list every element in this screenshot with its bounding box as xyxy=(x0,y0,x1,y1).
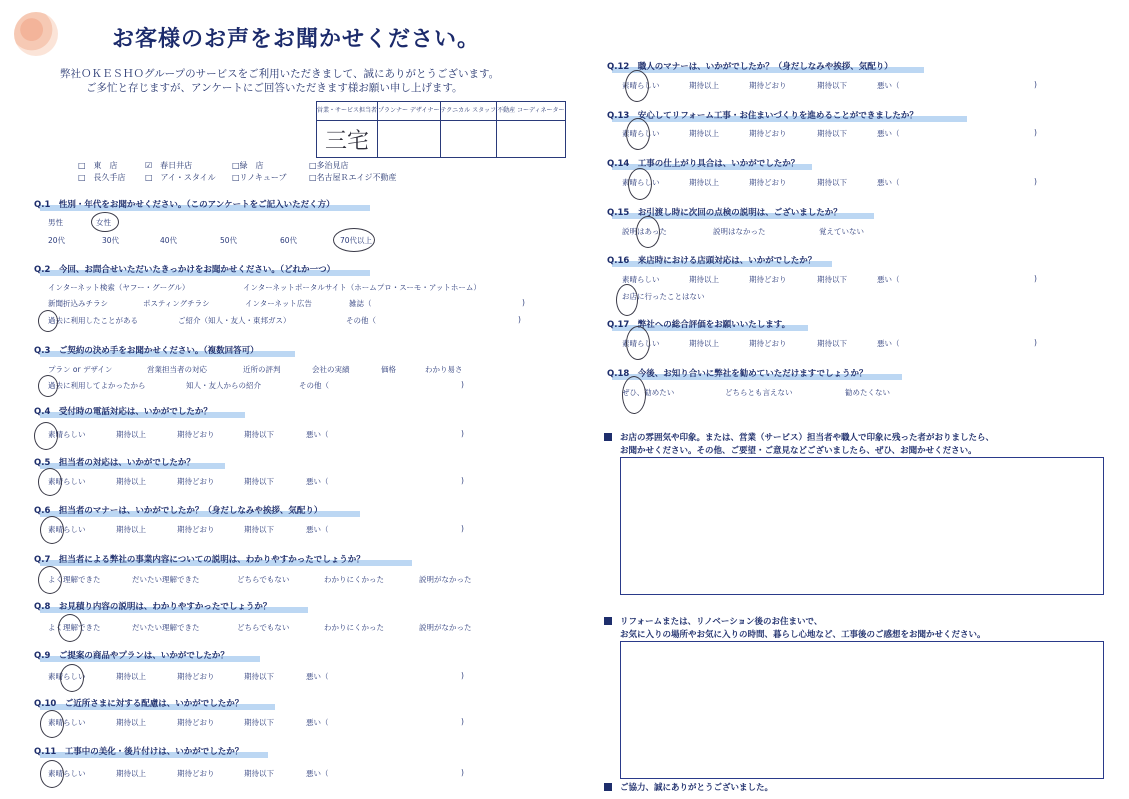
store-option[interactable]: □ 東 店 xyxy=(78,161,118,170)
answer-option[interactable]: 素晴らしい xyxy=(622,339,660,348)
answer-option[interactable]: 40代 xyxy=(160,236,178,245)
store-option[interactable]: □ アイ・スタイル xyxy=(145,173,216,182)
answer-option[interactable]: 50代 xyxy=(220,236,238,245)
answer-circle-mark xyxy=(625,70,649,102)
question-title: Q.6 担当者のマナーは、いかがでしたか？（身だしなみや挨拶、気配り） xyxy=(34,506,323,516)
answer-option[interactable]: 男性 xyxy=(48,218,63,227)
question-title: Q.10 ご近所さまに対する配慮は、いかがでしたか？ xyxy=(34,699,244,709)
answer-option[interactable]: 期待以下 xyxy=(817,81,847,90)
answer-circle-mark xyxy=(38,375,58,397)
answer-option[interactable]: 30代 xyxy=(102,236,120,245)
answer-option[interactable]: 営業担当者の対応 xyxy=(147,365,207,374)
staff-header: 営業・サービス担当者 xyxy=(317,102,378,121)
staff-realestate-field[interactable] xyxy=(497,121,565,158)
bracket: ) xyxy=(461,476,464,485)
answer-option[interactable]: 期待以下 xyxy=(244,769,274,778)
staff-table xyxy=(316,101,566,158)
store-option[interactable]: □緑 店 xyxy=(232,161,264,170)
company-logo xyxy=(14,12,58,56)
bracket: ) xyxy=(1034,80,1037,89)
answer-option[interactable]: 期待以下 xyxy=(817,275,847,284)
answer-option[interactable]: 期待どおり xyxy=(177,769,215,778)
answer-option[interactable]: 素晴らしい xyxy=(48,769,86,778)
answer-circle-mark xyxy=(60,664,84,692)
answer-option[interactable]: 説明がなかった xyxy=(419,575,472,584)
bullet-square-icon xyxy=(604,783,612,791)
answer-option[interactable]: 期待以下 xyxy=(244,718,274,727)
store-option[interactable]: □ 長久手店 xyxy=(78,173,126,182)
question-title: Q.11 工事中の美化・後片付けは、いかがでしたか？ xyxy=(34,747,244,757)
answer-option[interactable]: よく理解できた xyxy=(48,623,101,632)
answer-option[interactable]: 期待どおり xyxy=(749,339,787,348)
answer-option[interactable]: 近所の評判 xyxy=(243,365,281,374)
answer-circle-mark xyxy=(58,614,82,642)
answer-option[interactable]: 期待以上 xyxy=(116,430,146,439)
question-title: Q.14 工事の仕上がり具合は、いかがでしたか？ xyxy=(607,159,800,169)
bracket: ) xyxy=(1034,128,1037,137)
question-title: Q.2 今回、お問合せいただいたきっかけをお聞かせください。（どれか一つ） xyxy=(34,265,336,275)
answer-option[interactable]: 期待以上 xyxy=(116,672,146,681)
answer-option[interactable]: 雑誌（ xyxy=(349,299,372,308)
bracket: ) xyxy=(522,298,525,307)
answer-option[interactable]: 期待どおり xyxy=(749,275,787,284)
answer-option[interactable]: 期待どおり xyxy=(177,672,215,681)
question-title: Q.13 安心してリフォーム工事・お住まいづくりを進めることができましたか？ xyxy=(607,111,918,121)
answer-option[interactable]: インターネットポータルサイト（ホームプロ・スーモ・アットホーム） xyxy=(243,283,481,292)
answer-option[interactable]: 説明がなかった xyxy=(419,623,472,632)
bracket: ) xyxy=(518,315,521,324)
answer-option[interactable]: 悪い（ xyxy=(877,81,900,90)
bracket: ) xyxy=(461,429,464,438)
answer-option[interactable]: その他（ xyxy=(299,381,329,390)
staff-header: プランナー デザイナー xyxy=(378,102,441,121)
answer-option[interactable]: 期待以上 xyxy=(689,129,719,138)
answer-option[interactable]: 期待以下 xyxy=(817,339,847,348)
answer-option[interactable]: 説明はあった xyxy=(622,227,667,236)
answer-circle-mark xyxy=(636,216,660,248)
answer-option[interactable]: どちらとも言えない xyxy=(725,388,793,397)
answer-option[interactable]: 知人・友人からの紹介 xyxy=(186,381,261,390)
comment-prompt: お店の雰囲気や印象。または、営業（サービス）担当者や職人で印象に残った者がおりましたら、 xyxy=(620,433,995,443)
bracket: ) xyxy=(1034,177,1037,186)
answer-option[interactable]: 悪い（ xyxy=(306,430,329,439)
answer-option[interactable]: 期待以上 xyxy=(689,339,719,348)
answer-option[interactable]: 期待以上 xyxy=(116,769,146,778)
answer-circle-mark xyxy=(622,376,646,414)
bracket: ) xyxy=(461,717,464,726)
answer-option[interactable]: 期待以下 xyxy=(244,525,274,534)
answer-option[interactable]: 説明はなかった xyxy=(713,227,766,236)
bracket: ) xyxy=(461,524,464,533)
answer-option[interactable]: わかり易さ xyxy=(425,365,463,374)
answer-option[interactable]: 期待以下 xyxy=(244,477,274,486)
bullet-square-icon xyxy=(604,617,612,625)
answer-circle-mark xyxy=(38,310,58,332)
answer-circle-mark xyxy=(91,212,119,232)
question-title: Q.5 担当者の対応は、いかがでしたか？ xyxy=(34,458,195,468)
answer-option[interactable]: 素晴らしい xyxy=(48,477,86,486)
answer-circle-mark xyxy=(40,760,64,788)
answer-option[interactable]: 女性 xyxy=(96,218,111,227)
question-title: Q.17 弊社への総合評価をお願いいたします。 xyxy=(607,320,791,330)
answer-option[interactable]: わかりにくかった xyxy=(324,623,384,632)
question-title: Q.16 来店時における店頭対応は、いかがでしたか？ xyxy=(607,256,817,266)
answer-circle-mark xyxy=(40,516,64,544)
answer-option[interactable]: 期待どおり xyxy=(177,718,215,727)
comment-box-after-construction[interactable] xyxy=(620,641,1104,779)
answer-option[interactable]: 素晴らしい xyxy=(48,718,86,727)
answer-option[interactable]: ぜひ、勧めたい xyxy=(622,388,675,397)
answer-option[interactable]: 価格 xyxy=(381,365,396,374)
answer-option[interactable]: 期待以下 xyxy=(244,430,274,439)
answer-option[interactable]: ご紹介（知人・友人・東邦ガス） xyxy=(178,316,291,325)
bracket: ) xyxy=(461,380,464,389)
bracket: ) xyxy=(1034,338,1037,347)
intro-text: 弊社ＯＫＥＳＨＯグループのサービスをご利用いただきまして、誠にありがとうございます。 xyxy=(60,68,500,80)
answer-option[interactable]: 勧めたくない xyxy=(845,388,890,397)
answer-option[interactable]: 素晴らしい xyxy=(622,129,660,138)
bracket: ) xyxy=(461,768,464,777)
handwritten-staff-name: 三宅 xyxy=(325,128,370,154)
answer-option[interactable]: 素晴らしい xyxy=(48,672,86,681)
answer-option[interactable]: 期待どおり xyxy=(749,129,787,138)
answer-option[interactable]: 期待以上 xyxy=(116,718,146,727)
store-option[interactable]: □多治見店 xyxy=(309,161,349,170)
staff-planner-field[interactable] xyxy=(378,121,441,158)
answer-option[interactable]: 期待どおり xyxy=(177,477,215,486)
answer-circle-mark xyxy=(38,566,62,594)
answer-option[interactable]: 期待どおり xyxy=(749,81,787,90)
comment-prompt: お気に入りの場所やお気に入りの時間、暮らし心地など、工事後のご感想をお聞かせください。 xyxy=(620,630,986,640)
question-title: Q.8 お見積り内容の説明は、わかりやすかったでしょうか？ xyxy=(34,602,272,612)
answer-option[interactable]: 悪い（ xyxy=(306,718,329,727)
answer-option[interactable]: 悪い（ xyxy=(306,477,329,486)
question-title: Q.12 職人のマナーは、いかがでしたか？（身だしなみや挨拶、気配り） xyxy=(607,62,893,72)
answer-option[interactable]: 20代 xyxy=(48,236,66,245)
answer-option[interactable]: 覚えていない xyxy=(819,227,864,236)
answer-circle-mark xyxy=(38,468,62,496)
answer-option[interactable]: 期待以下 xyxy=(817,129,847,138)
question-title: Q.7 担当者による弊社の事業内容についての説明は、わかりやすかったでしょうか？ xyxy=(34,555,365,565)
answer-option[interactable]: 60代 xyxy=(280,236,298,245)
answer-option[interactable]: 期待以下 xyxy=(817,178,847,187)
store-option[interactable]: □名古屋Ｒエイジ不動産 xyxy=(309,173,397,182)
question-title: Q.1 性別・年代をお聞かせください。（このアンケートをご記入いただく方） xyxy=(34,200,335,210)
answer-circle-mark xyxy=(333,228,375,252)
answer-option[interactable]: 悪い（ xyxy=(877,339,900,348)
answer-option[interactable]: わかりにくかった xyxy=(324,575,384,584)
answer-option[interactable]: 悪い（ xyxy=(877,275,900,284)
answer-option[interactable]: 素晴らしい xyxy=(622,275,660,284)
answer-option[interactable]: 過去に利用してよかったから xyxy=(48,381,146,390)
answer-option[interactable]: 素晴らしい xyxy=(622,178,660,187)
answer-circle-mark xyxy=(628,168,652,200)
store-option[interactable]: ☑ 春日井店 xyxy=(145,161,193,170)
answer-option[interactable]: 期待以下 xyxy=(244,672,274,681)
answer-circle-mark xyxy=(40,710,64,738)
answer-option[interactable]: 期待どおり xyxy=(177,430,215,439)
comment-box-impressions[interactable] xyxy=(620,457,1104,595)
store-option[interactable]: □リノキューブ xyxy=(232,173,287,182)
answer-option[interactable]: 期待どおり xyxy=(177,525,215,534)
answer-option[interactable]: 素晴らしい xyxy=(48,525,86,534)
answer-option[interactable]: よく理解できた xyxy=(48,575,101,584)
bullet-square-icon xyxy=(604,433,612,441)
question-title: Q.3 ご契約の決め手をお聞かせください。（複数回答可） xyxy=(34,346,259,356)
staff-header: テクニカル スタッフ xyxy=(440,102,497,121)
answer-option[interactable]: 新聞折込みチラシ xyxy=(48,299,108,308)
answer-option[interactable]: どちらでもない xyxy=(237,575,290,584)
answer-option[interactable]: 素晴らしい xyxy=(48,430,86,439)
comment-prompt: リフォームまたは、リノベーション後のお住まいで、 xyxy=(620,617,823,627)
question-title: Q.15 お引渡し時に次回の点検の説明は、ございましたか？ xyxy=(607,208,842,218)
question-title: Q.9 ご提案の商品やプランは、いかがでしたか？ xyxy=(34,651,229,661)
question-title: Q.18 今後、お知り合いに弊社を勧めていただけますでしょうか？ xyxy=(607,369,868,379)
answer-option[interactable]: だいたい理解できた xyxy=(132,575,200,584)
closing-message: ご協力、誠にありがとうございました。 xyxy=(620,783,774,793)
answer-option[interactable]: 期待以上 xyxy=(689,275,719,284)
answer-option[interactable]: 期待以上 xyxy=(116,477,146,486)
answer-option[interactable]: 素晴らしい xyxy=(622,81,660,90)
answer-circle-mark xyxy=(34,422,58,450)
answer-option[interactable]: 期待どおり xyxy=(749,178,787,187)
answer-option[interactable]: 過去に利用したことがある xyxy=(48,316,138,325)
answer-option[interactable]: どちらでもない xyxy=(237,623,290,632)
answer-option[interactable]: 期待以上 xyxy=(689,178,719,187)
answer-option[interactable]: 会社の実績 xyxy=(312,365,350,374)
answer-circle-mark xyxy=(616,284,638,316)
answer-circle-mark xyxy=(626,326,650,360)
answer-option[interactable]: だいたい理解できた xyxy=(132,623,200,632)
answer-option[interactable]: 70代以上 xyxy=(340,236,373,245)
comment-prompt: お聞かせください。その他、ご要望・ご意見などございましたら、ぜひ、お聞かせください。 xyxy=(620,446,977,456)
answer-option[interactable]: インターネット検索（ヤフー・グーグル） xyxy=(48,283,190,292)
question-title: Q.4 受付時の電話対応は、いかがでしたか？ xyxy=(34,407,212,417)
intro-text: ご多忙と存じますが、アンケートにご回答いただきます様お願い申し上げます。 xyxy=(86,82,463,94)
answer-option[interactable]: 期待以上 xyxy=(116,525,146,534)
answer-option[interactable]: インターネット広告 xyxy=(245,299,312,308)
answer-option[interactable]: 悪い（ xyxy=(306,525,329,534)
bracket: ) xyxy=(1034,274,1037,283)
answer-option[interactable]: ポスティングチラシ xyxy=(143,299,210,308)
answer-option[interactable]: 悪い（ xyxy=(877,129,900,138)
answer-circle-mark xyxy=(626,118,650,150)
answer-option[interactable]: 悪い（ xyxy=(306,769,329,778)
staff-technical-field[interactable] xyxy=(440,121,497,158)
page-title: お客様のお声をお聞かせください。 xyxy=(112,27,481,52)
answer-option[interactable]: プラン or デザイン xyxy=(48,365,113,374)
answer-option[interactable]: お店に行ったことはない xyxy=(622,292,705,301)
bracket: ) xyxy=(461,671,464,680)
answer-option[interactable]: 悪い（ xyxy=(306,672,329,681)
answer-option[interactable]: 期待以上 xyxy=(689,81,719,90)
staff-sales-field[interactable] xyxy=(317,121,378,158)
answer-option[interactable]: その他（ xyxy=(346,316,376,325)
staff-header: 不動産 コーディネーター xyxy=(497,102,565,121)
answer-option[interactable]: 悪い（ xyxy=(877,178,900,187)
